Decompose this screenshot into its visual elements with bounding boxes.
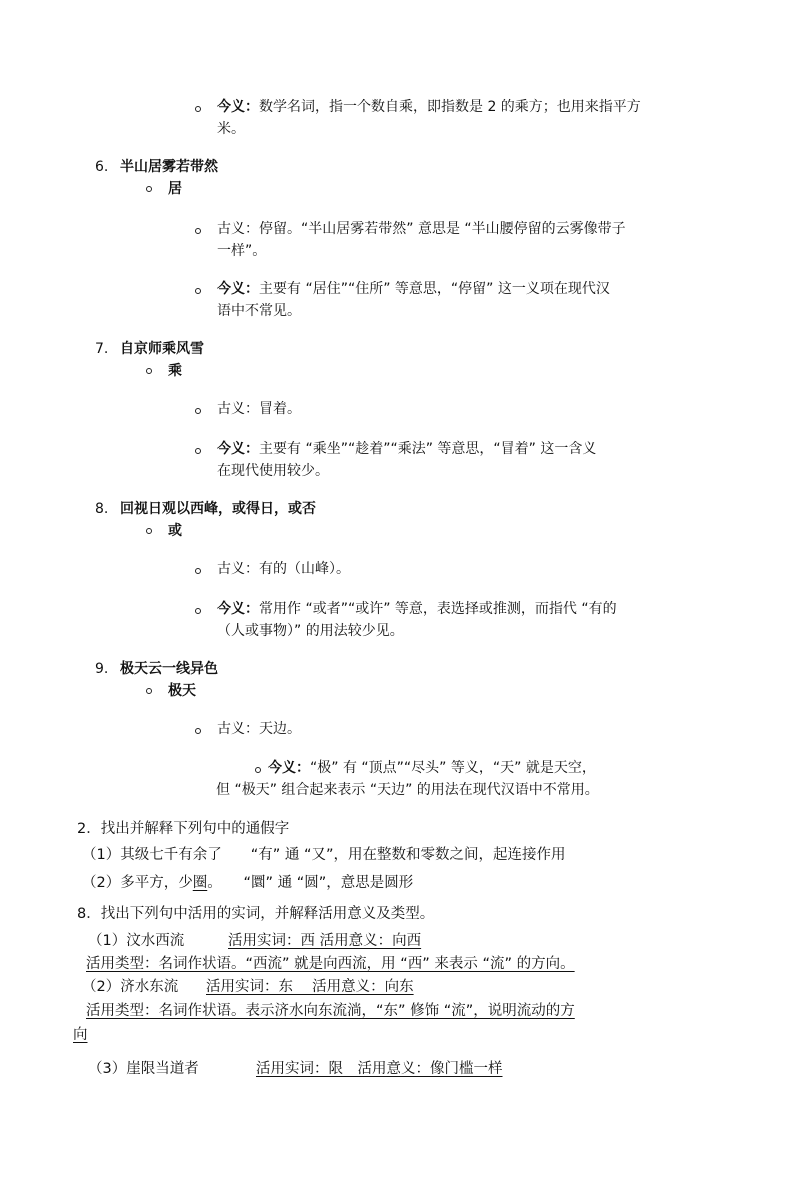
bullet-icon <box>195 106 201 112</box>
gu-text: 古义：冒着。 <box>217 401 301 417</box>
item-title: 自京师乘风雪 <box>120 341 204 357</box>
jin-text-cont: 但 “极天” 组合起来表示 “天边” 的用法在现代汉语中不常用。 <box>216 782 599 798</box>
bullet-icon <box>146 368 152 374</box>
q2-line-1-num: （1） <box>82 847 121 863</box>
gu-text: 古义：有的（山峰）。 <box>217 561 350 577</box>
bullet-icon <box>146 688 152 694</box>
item-number: 8. <box>95 501 109 517</box>
jin-line <box>217 438 596 460</box>
q2-line-2-rest: 。 “圜” 通 “圆”，意思是圆形 <box>207 875 414 891</box>
q2-line-1-text: 其级七千有余了 “有” 通 “又”，用在整数和零数之间，起连接作用 <box>120 847 566 863</box>
item-word: 乘 <box>168 363 182 379</box>
jin-text: 主要有 “居住”“住所” 等意思，“停留” 这一义项在现代汉 <box>259 281 610 297</box>
q8-a-info: 活用实词：西 活用意义：向西 <box>228 933 422 949</box>
jin-label: 今义： <box>217 99 259 115</box>
jin-text-cont: 米。 <box>217 121 245 137</box>
item-word: 极天 <box>168 683 196 699</box>
bullet-icon <box>195 408 201 414</box>
q2-line-2-text: （2）多平方，少 <box>82 875 193 891</box>
jin-line <box>268 757 596 779</box>
q2-line-1 <box>82 844 566 866</box>
gu-text: 古义：停留。“半山居雾若带然” 意思是 “半山腰停留的云雾像带子 <box>217 221 626 237</box>
jin-line <box>217 598 617 620</box>
bullet-icon <box>195 568 201 574</box>
jin-label: 今义： <box>217 441 259 457</box>
bullet-icon <box>146 528 152 534</box>
item-word: 居 <box>168 181 182 197</box>
bullet-icon <box>195 288 201 294</box>
bullet-icon <box>255 767 261 773</box>
jin-text: 数学名词，指一个数自乘，即指数是 2 的乘方；也用来指平方 <box>259 99 641 115</box>
q2-line-2-word: 圈 <box>192 875 208 891</box>
q8-b-label: （2）济水东流 <box>82 979 179 995</box>
jin-text-cont: 在现代使用较少。 <box>217 463 329 479</box>
item-title: 极天云一线异色 <box>120 661 218 677</box>
bullet-icon <box>195 448 201 454</box>
gu-text: 古义：天边。 <box>217 721 301 737</box>
gu-text-cont: 一样”。 <box>217 243 267 259</box>
item-title: 回视日观以西峰，或得日，或否 <box>120 501 316 517</box>
q8-b-type-cont: 向 <box>73 1027 88 1043</box>
bullet-icon <box>195 608 201 614</box>
item-number: 9. <box>95 661 109 677</box>
item-number: 7. <box>95 341 109 357</box>
jin-label: 今义： <box>268 760 310 776</box>
jin-text: 主要有 “乘坐”“趁着”“乘法” 等意思，“冒着” 这一含义 <box>259 441 597 457</box>
bullet-icon <box>146 186 152 192</box>
jin-text: “极” 有 “顶点”“尽头” 等义，“天” 就是天空， <box>310 760 596 776</box>
jin-label: 今义： <box>217 281 259 297</box>
section-heading: 2．找出并解释下列句中的通假字 <box>77 821 290 837</box>
jin-text-cont: （人或事物）” 的用法较少见。 <box>217 623 404 639</box>
section-heading: 8．找出下列句中活用的实词，并解释活用意义及类型。 <box>77 906 435 922</box>
jin-label: 今义： <box>217 601 259 617</box>
q8-b-type: 活用类型：名词作状语。表示济水向东流淌，“东” 修饰 “流”，说明流动的方 <box>86 1003 575 1019</box>
q8-a-label: （1）汶水西流 <box>88 933 185 949</box>
q8-a-type: 活用类型：名词作状语。“西流” 就是向西流，用 “西” 来表示 “流” 的方向。 <box>86 956 575 972</box>
jin-text-cont: 语中不常见。 <box>217 303 301 319</box>
q8-b-info: 活用实词：东 活用意义：向东 <box>206 979 414 995</box>
q2-line-2 <box>82 872 413 894</box>
item-title: 半山居雾若带然 <box>120 159 218 175</box>
jin-line <box>217 96 641 118</box>
bullet-icon <box>195 728 201 734</box>
bullet-icon <box>195 228 201 234</box>
q8-c-info: 活用实词：限 活用意义：像门槛一样 <box>256 1061 503 1077</box>
q8-c-label: （3）崖限当道者 <box>88 1061 199 1077</box>
jin-line <box>217 278 610 300</box>
item-number: 6. <box>95 159 109 175</box>
jin-text: 常用作 “或者”“或许” 等意，表选择或推测，而指代 “有的 <box>259 601 617 617</box>
item-word: 或 <box>168 523 182 539</box>
